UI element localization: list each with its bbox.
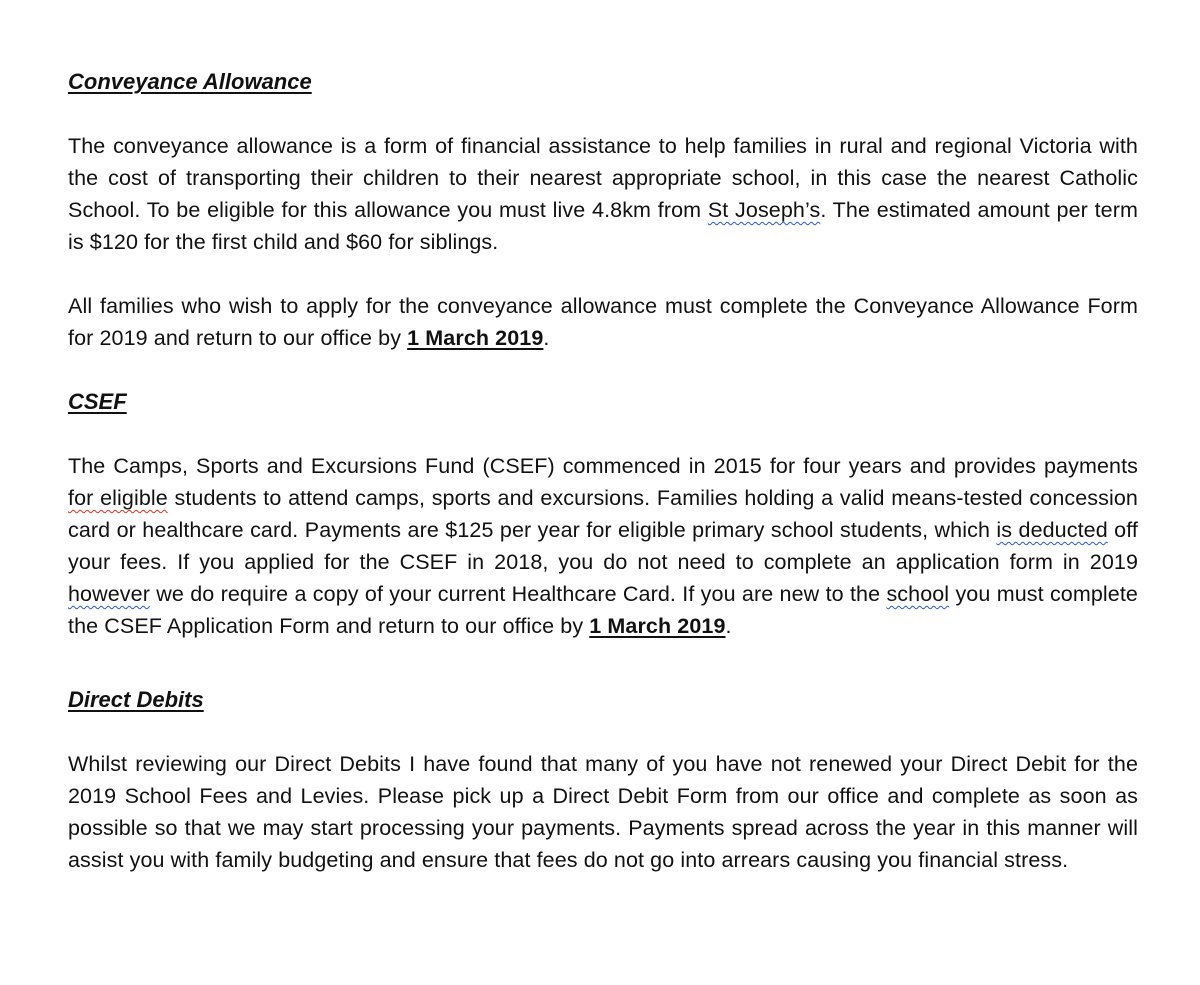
- text-segment: .: [725, 614, 732, 638]
- paragraph-conveyance-description: [68, 130, 1138, 258]
- paragraph-csef: [68, 450, 1138, 642]
- text-segment: All families who wish to apply for the conveyance allowance must complete the Conveyance Allowance Form for 2019 and return to our office by: [68, 294, 1138, 350]
- grammar-flag-st-josephs: St Joseph’s: [707, 198, 821, 222]
- text-segment: you must complete the CSEF Application Form and return to our office by: [68, 582, 1138, 638]
- heading-direct-debits: Direct Debits: [68, 687, 204, 712]
- grammar-flag-school: school: [886, 582, 950, 606]
- text-segment: The conveyance allowance is a form of financial assistance to help families in rural and regional Victoria with the cost of transporting their children to their nearest appropriate school, in this case the nearest Catholic School. To be eligible for this allowance you must live 4.8km from: [68, 134, 1138, 222]
- paragraph-conveyance-application: [68, 290, 1138, 354]
- text-segment: The Camps, Sports and Excursions Fund (CSEF) commenced in 2015 for four years and provides payments: [68, 454, 1138, 478]
- grammar-flag-however: however: [68, 582, 150, 606]
- grammar-flag-is-deducted: is deducted: [996, 518, 1108, 542]
- text-segment: off your fees. If you applied for the CSEF in 2018, you do not need to complete an application form in 2019: [68, 518, 1138, 574]
- text-segment: . The estimated amount per term is $120 for the first child and $60 for siblings.: [68, 198, 1138, 254]
- text-segment: .: [543, 326, 550, 350]
- deadline-date: 1 March 2019: [407, 326, 544, 350]
- text-segment: we do require a copy of your current Healthcare Card. If you are new to the: [149, 582, 887, 606]
- paragraph-direct-debits: Whilst reviewing our Direct Debits I have found that many of you have not renewed your Direct Debit for the 2019 School Fees and Levies. Please pick up a Direct Debit Form from our office and complete as soon as possible so that we may start processing your payments. Payments spread across the year in this manner will assist you with family budgeting and ensure that fees do not go into arrears causing you financial stress.: [68, 752, 1138, 872]
- document-page: [68, 66, 1138, 876]
- heading-csef: CSEF: [68, 389, 127, 414]
- heading-conveyance-allowance: Conveyance Allowance: [68, 69, 312, 94]
- spelling-flag-for-eligible: for eligible: [68, 486, 168, 510]
- deadline-date: 1 March 2019: [589, 614, 726, 638]
- text-segment: students to attend camps, sports and excursions. Families holding a valid means-tested concession card or healthcare card. Payments are $125 per year for eligible primary school students, which: [68, 486, 1138, 542]
